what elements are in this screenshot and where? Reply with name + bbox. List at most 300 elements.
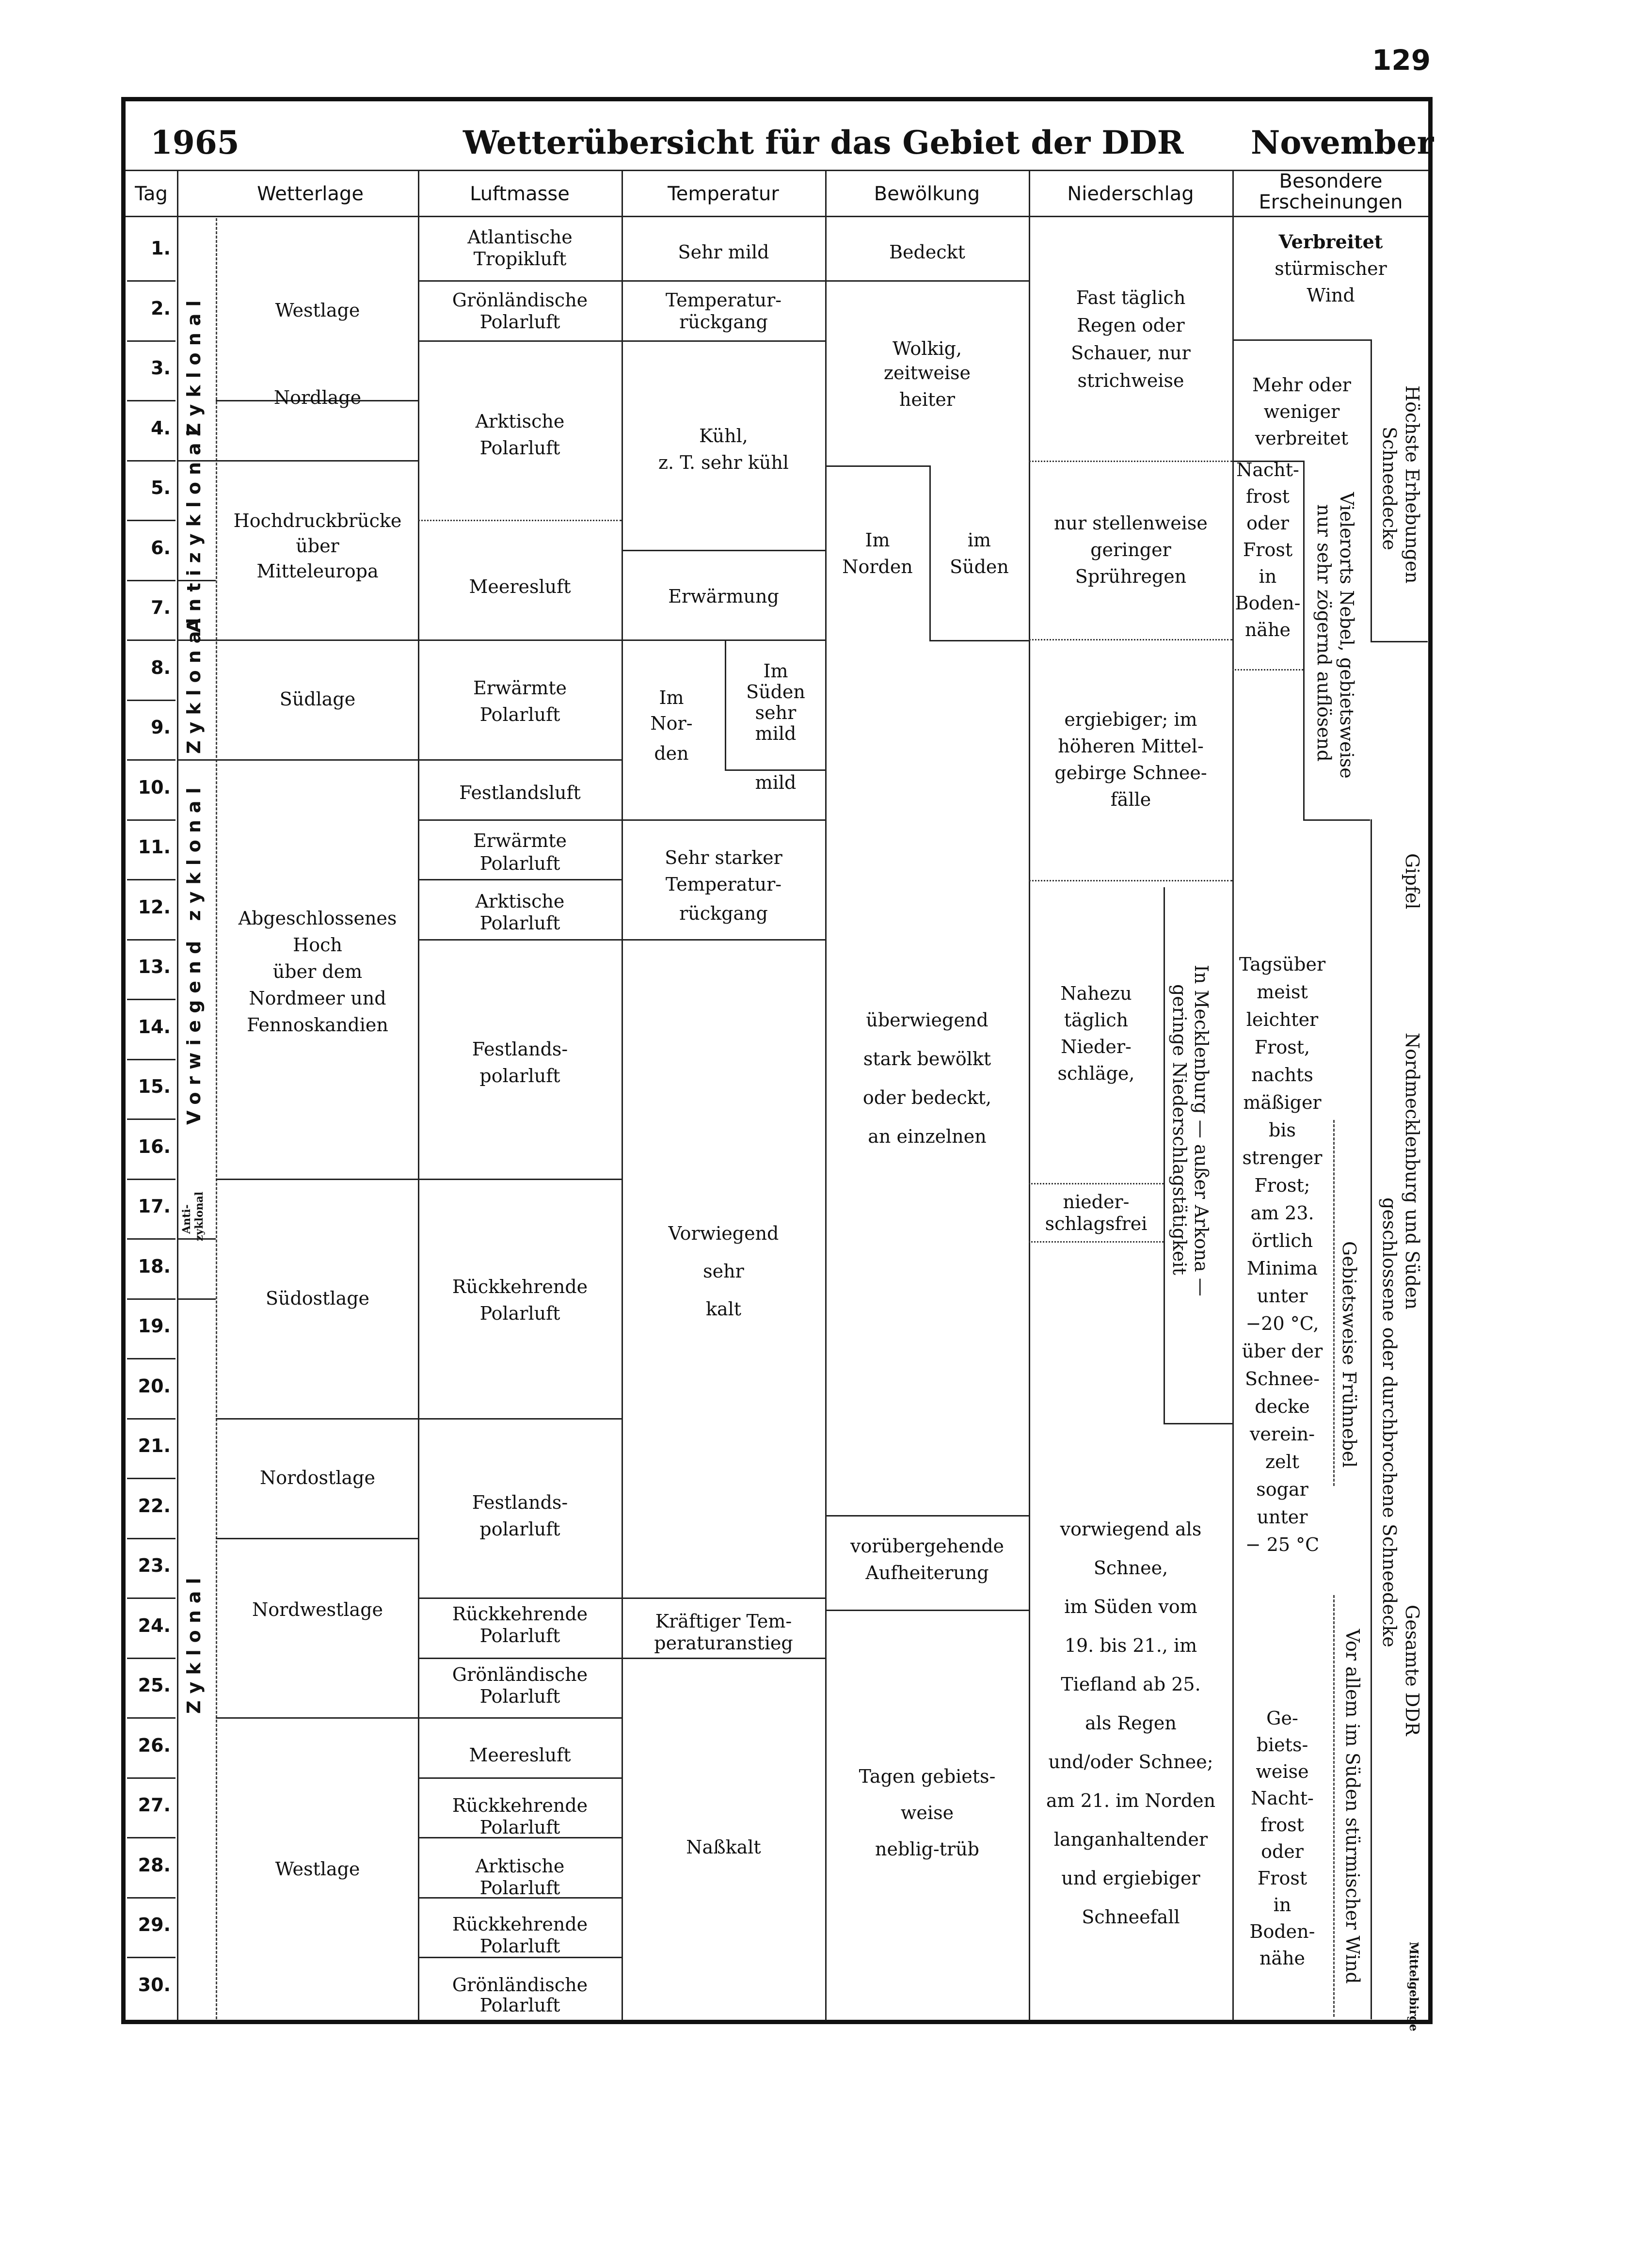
temp-line: Kräftiger Tem- xyxy=(655,1611,792,1632)
besondere-line: Ge- xyxy=(1266,1708,1298,1729)
besondere-line: stürmischer xyxy=(1275,258,1387,279)
besondere-line: − 25 °C xyxy=(1245,1534,1320,1555)
row-line xyxy=(1029,461,1232,462)
besondere-line xyxy=(1333,1595,1335,2017)
bewoelkung-split xyxy=(929,465,931,640)
niederschlag-split xyxy=(1164,887,1165,1423)
row-line xyxy=(1232,339,1371,341)
besondere-line: weniger xyxy=(1263,401,1340,422)
regime-zyklonal-1: Zyklonal xyxy=(183,293,205,436)
temp-line: rückgang xyxy=(679,903,768,924)
besondere-nebel-2: nur sehr zögernd auflösend xyxy=(1313,504,1335,762)
day-label: 3. xyxy=(151,357,171,379)
row-line xyxy=(825,465,929,467)
row-line xyxy=(825,280,1029,282)
day-label: 5. xyxy=(151,477,171,498)
wetterlage-line: über dem xyxy=(272,961,363,982)
luftmasse-line: polarluft xyxy=(479,1065,560,1086)
row-line xyxy=(1371,641,1428,642)
besondere-fruehnebel: Gebietsweise Frühnebel xyxy=(1339,1241,1360,1468)
wetterlage-line: Fennoskandien xyxy=(247,1014,388,1036)
bewoelkung-line: Norden xyxy=(842,556,913,577)
temp-line: sehr xyxy=(703,1261,744,1282)
wetterlage-suedostlage: Südostlage xyxy=(265,1288,370,1309)
besondere-line xyxy=(1371,339,1372,641)
temp-line: Temperatur- xyxy=(665,874,782,895)
luftmasse-line: Arktische xyxy=(475,1855,565,1877)
besondere-line: nähe xyxy=(1244,619,1291,640)
day-label: 13. xyxy=(138,956,171,977)
temp-line: Sehr starker xyxy=(665,847,782,868)
luftmasse-line: Grönländische xyxy=(452,1974,588,1996)
row-line xyxy=(622,639,825,641)
besondere-line: verein- xyxy=(1249,1423,1315,1445)
niederschlag-line: fälle xyxy=(1110,789,1151,810)
temp-line: rückgang xyxy=(679,311,768,333)
niederschlag-line: nur stellenweise xyxy=(1054,512,1208,534)
day-label: 15. xyxy=(138,1076,171,1097)
wetterlage-suedlage: Südlage xyxy=(279,688,356,710)
besondere-line: örtlich xyxy=(1251,1230,1313,1251)
row-line xyxy=(622,550,825,551)
regime-anti-2: zyklonal xyxy=(193,1191,206,1241)
row-line xyxy=(418,759,622,761)
page-number: 129 xyxy=(1372,44,1431,77)
row-line xyxy=(127,1238,175,1240)
day-label: 16. xyxy=(138,1136,171,1157)
besondere-line: oder xyxy=(1261,1841,1304,1862)
luftmasse-line: Tropikluft xyxy=(473,248,567,270)
luftmasse-line: Polarluft xyxy=(479,1625,560,1646)
luftmasse-line: Erwärmte xyxy=(473,830,567,851)
bewoelkung-line: stark bewölkt xyxy=(863,1048,991,1070)
besondere-line: Frost; xyxy=(1254,1175,1310,1196)
header-bewoelkung: Bewölkung xyxy=(874,183,980,205)
besondere-line: strenger xyxy=(1242,1147,1323,1168)
row-line xyxy=(622,819,825,821)
row-line xyxy=(127,879,175,880)
besondere-line: Nacht- xyxy=(1236,459,1299,480)
row-line xyxy=(418,819,622,821)
day-label: 10. xyxy=(138,777,171,798)
niederschlag-line: vorwiegend als xyxy=(1060,1518,1202,1540)
bewoelkung-line: an einzelnen xyxy=(868,1126,987,1147)
luftmasse-line: Polarluft xyxy=(479,1817,560,1838)
luftmasse-line: Polarluft xyxy=(479,1877,560,1899)
day-label: 7. xyxy=(151,597,171,618)
day-label: 21. xyxy=(138,1435,171,1456)
besondere-line: oder xyxy=(1246,512,1289,534)
row-line xyxy=(418,1658,622,1659)
regime-vorwiegend-zyklonal: Vorwiegend zyklonal xyxy=(183,781,205,1125)
besondere-line: Frost, xyxy=(1254,1037,1310,1058)
row-line xyxy=(127,1717,175,1719)
niederschlag-line: Nahezu xyxy=(1060,983,1132,1004)
niederschlag-line: Tiefland ab 25. xyxy=(1061,1674,1201,1695)
day-label: 20. xyxy=(138,1375,171,1397)
besondere-line: Wind xyxy=(1307,285,1355,306)
row-line xyxy=(418,1717,622,1719)
day-label: 6. xyxy=(151,537,171,559)
row-line xyxy=(127,639,175,641)
bewoelkung-line: oder bedeckt, xyxy=(862,1087,992,1108)
row-line xyxy=(127,340,175,342)
day-label: 1. xyxy=(151,238,171,259)
besondere-line: in xyxy=(1259,566,1277,587)
row-line xyxy=(622,340,825,342)
besondere-line: decke xyxy=(1255,1396,1310,1417)
besondere-line: zelt xyxy=(1265,1451,1299,1472)
wetterlage-nordwestlage: Nordwestlage xyxy=(252,1599,383,1620)
wetterlage-nordlage: Nordlage xyxy=(273,387,362,408)
row-line xyxy=(825,1610,1029,1611)
row-line xyxy=(127,939,175,941)
niederschlag-line: im Süden vom xyxy=(1064,1596,1197,1617)
row-line xyxy=(127,1418,175,1420)
besondere-nordmecklenburg-1: Nordmecklenburg und Süden xyxy=(1402,1033,1423,1310)
besondere-gipfel: Gipfel xyxy=(1402,853,1423,910)
row-line xyxy=(1029,880,1232,881)
day-label: 23. xyxy=(138,1555,171,1576)
header-temperatur: Temperatur xyxy=(668,183,779,205)
row-line xyxy=(418,879,622,880)
niederschlag-mecklenburg-2: geringe Niederschlagstätigkeit xyxy=(1169,984,1190,1275)
temp-line: mild xyxy=(755,723,797,744)
luftmasse-line: Arktische xyxy=(475,891,565,912)
niederschlag-line: Regen oder xyxy=(1077,315,1185,336)
temp-line: Temperatur- xyxy=(665,289,782,311)
month: November xyxy=(1251,124,1434,161)
besondere-line: sogar xyxy=(1256,1479,1308,1500)
luftmasse-line: Polarluft xyxy=(479,853,560,874)
day-label: 25. xyxy=(138,1675,171,1696)
luftmasse-line: Polarluft xyxy=(479,1303,560,1324)
temp-line: sehr xyxy=(755,702,797,723)
besondere-line: Tagsüber xyxy=(1239,954,1326,975)
day-label: 14. xyxy=(138,1016,171,1038)
row-line xyxy=(127,1298,175,1300)
niederschlag-line: als Regen xyxy=(1085,1712,1177,1734)
row-line xyxy=(418,639,622,641)
day-label: 27. xyxy=(138,1794,171,1816)
row-line xyxy=(127,1597,175,1599)
bewoelkung-line: vorübergehende xyxy=(850,1535,1004,1557)
luftmasse-meeresluft-2: Meeresluft xyxy=(469,1744,571,1766)
niederschlag-line: langanhaltender xyxy=(1053,1829,1208,1850)
temp-line: Im xyxy=(763,660,788,682)
luftmasse-line: Polarluft xyxy=(479,1995,560,2016)
row-line xyxy=(127,759,175,761)
temp-line: Vorwiegend xyxy=(668,1223,779,1244)
besondere-nordmecklenburg-2: geschlossene oder durchbrochene Schneedecke xyxy=(1379,1198,1400,1647)
header-niederschlag: Niederschlag xyxy=(1067,183,1194,205)
row-line xyxy=(127,1179,175,1180)
wetterlage-line: Hochdruckbrücke xyxy=(233,510,402,531)
year: 1965 xyxy=(150,124,239,161)
luftmasse-line: Festlands- xyxy=(472,1038,568,1060)
day-label: 2. xyxy=(151,298,171,319)
wetterlage-line: Nordmeer und xyxy=(249,988,386,1009)
col-line-bewoelkung xyxy=(1029,171,1030,2020)
luftmasse-line: Rückkehrende xyxy=(452,1795,588,1816)
niederschlag-line: strichweise xyxy=(1077,370,1184,391)
row-line xyxy=(825,1515,1029,1517)
niederschlag-line: Sprühregen xyxy=(1075,566,1187,587)
row-line xyxy=(127,1538,175,1539)
row-line xyxy=(127,1957,175,1958)
row-line xyxy=(127,1059,175,1060)
row-line xyxy=(127,999,175,1000)
day-label: 17. xyxy=(138,1196,171,1217)
besondere-line: über der xyxy=(1242,1341,1323,1362)
besondere-line: Frost xyxy=(1243,539,1293,560)
besondere-line: am 23. xyxy=(1250,1202,1314,1224)
besondere-line xyxy=(1333,1120,1335,1486)
row-line xyxy=(127,520,175,521)
row-line xyxy=(1029,1183,1164,1184)
temp-line: Nor- xyxy=(650,713,693,734)
header-besondere-2: Erscheinungen xyxy=(1259,191,1403,213)
besondere-line: frost xyxy=(1246,486,1290,507)
group-line xyxy=(177,1298,216,1300)
temp-erwaermung: Erwärmung xyxy=(668,586,779,607)
besondere-stuermischer-wind: Vor allem im Süden stürmischer Wind xyxy=(1342,1629,1363,1984)
wetterlage-westlage: Westlage xyxy=(275,299,360,321)
luftmasse-line: Polarluft xyxy=(479,1935,560,1957)
row-line xyxy=(418,340,622,342)
col-line-regime xyxy=(216,218,217,2019)
luftmasse-line: Grönländische xyxy=(452,1664,588,1685)
temp-line: peraturanstieg xyxy=(654,1632,793,1654)
table-title: Wetterübersicht für das Gebiet der DDR xyxy=(463,124,1184,161)
temp-mild: mild xyxy=(755,772,797,793)
luftmasse-line: Rückkehrende xyxy=(452,1276,588,1297)
besondere-line: frost xyxy=(1260,1814,1304,1836)
besondere-line xyxy=(1303,461,1305,819)
row-line xyxy=(418,280,622,282)
niederschlag-line: Schauer, nur xyxy=(1071,342,1191,364)
header-besondere-1: Besondere xyxy=(1279,170,1383,192)
niederschlag-line: höheren Mittel- xyxy=(1058,735,1204,757)
day-label: 26. xyxy=(138,1735,171,1756)
luftmasse-line: Rückkehrende xyxy=(452,1914,588,1935)
besondere-line: leichter xyxy=(1246,1009,1319,1030)
wetterlage-westlage-2: Westlage xyxy=(275,1858,360,1880)
besondere-line: Schnee- xyxy=(1244,1368,1320,1390)
besondere-line: meist xyxy=(1257,981,1308,1003)
row-line xyxy=(418,1179,622,1180)
luftmasse-line: Rückkehrende xyxy=(452,1603,588,1625)
niederschlag-line: und ergiebiger xyxy=(1061,1868,1200,1889)
besondere-line: nähe xyxy=(1259,1948,1306,1969)
row-line xyxy=(1164,1423,1232,1424)
regime-zyklonal-2: Zyklonal xyxy=(183,611,205,754)
temp-nasskalt: Naßkalt xyxy=(686,1837,761,1858)
niederschlag-line: Fast täglich xyxy=(1076,287,1186,308)
group-line xyxy=(177,460,418,462)
niederschlag-line: schlagsfrei xyxy=(1045,1213,1148,1234)
row-line xyxy=(127,460,175,462)
regime-zyklonal-3: Zyklonal xyxy=(183,1571,205,1714)
bewoelkung-line: zeitweise xyxy=(883,362,971,383)
row-line xyxy=(1029,1241,1164,1243)
day-label: 22. xyxy=(138,1495,171,1517)
luftmasse-line: Polarluft xyxy=(479,311,560,333)
luftmasse-line: Grönländische xyxy=(452,289,588,311)
niederschlag-mecklenburg-1: In Mecklenburg — außer Arkona — xyxy=(1191,965,1212,1296)
besondere-line: nachts xyxy=(1251,1064,1313,1086)
luftmasse-line: Polarluft xyxy=(479,437,560,459)
wetterlage-nordostlage: Nordostlage xyxy=(260,1467,375,1488)
row-line xyxy=(127,700,175,701)
row-line xyxy=(127,1658,175,1659)
day-label: 9. xyxy=(151,717,171,738)
col-line-tag xyxy=(177,171,178,2020)
temp-line: Im xyxy=(659,687,684,708)
besondere-line: Frost xyxy=(1257,1868,1307,1889)
day-label: 4. xyxy=(151,417,171,439)
besondere-line: −20 °C, xyxy=(1245,1313,1319,1334)
niederschlag-line: Schneefall xyxy=(1082,1906,1180,1928)
besondere-line: Mehr oder xyxy=(1252,374,1351,396)
row-line xyxy=(127,819,175,821)
row-line xyxy=(127,400,175,401)
day-label: 18. xyxy=(138,1256,171,1277)
day-label: 8. xyxy=(151,657,171,678)
bewoelkung-line: weise xyxy=(900,1802,954,1823)
besondere-line: in xyxy=(1273,1894,1291,1916)
row-line xyxy=(127,1777,175,1779)
temp-line: z. T. sehr kühl xyxy=(658,452,789,473)
wetterlage-line: Abgeschlossenes xyxy=(238,908,397,929)
wetterlage-line: Mitteleuropa xyxy=(256,560,379,582)
besondere-line: mäßiger xyxy=(1243,1092,1322,1113)
luftmasse-line: Polarluft xyxy=(479,912,560,934)
besondere-line: unter xyxy=(1257,1285,1308,1307)
besondere-nebel-1: Vielerorts Nebel, gebietsweise xyxy=(1336,492,1357,779)
luftmasse-line: Festlands- xyxy=(472,1492,568,1513)
besondere-line: unter xyxy=(1257,1506,1308,1528)
regime-anti-1: Anti- xyxy=(180,1204,193,1234)
row-line xyxy=(622,280,825,282)
niederschlag-line: 19. bis 21., im xyxy=(1064,1635,1197,1656)
besondere-hoechste-2: Schneedecke xyxy=(1379,427,1400,550)
niederschlag-line: am 21. im Norden xyxy=(1046,1790,1216,1811)
bewoelkung-line: Tagen gebiets- xyxy=(859,1766,996,1787)
bewoelkung-line: Süden xyxy=(950,556,1009,577)
day-label: 12. xyxy=(138,896,171,918)
group-line xyxy=(177,759,418,761)
luftmasse-line: Arktische xyxy=(475,411,565,432)
besondere-hoechste-1: Höchste Erhebungen xyxy=(1402,385,1423,584)
header-wetterlage: Wetterlage xyxy=(257,183,364,205)
day-label: 24. xyxy=(138,1615,171,1636)
row-line xyxy=(418,1597,622,1599)
luftmasse-line: Polarluft xyxy=(479,1686,560,1707)
day-label: 30. xyxy=(138,1974,171,1996)
niederschlag-line: ergiebiger; im xyxy=(1064,709,1197,730)
niederschlag-line: Nieder- xyxy=(1061,1036,1132,1057)
luftmasse-festlandsluft: Festlandsluft xyxy=(459,782,581,803)
niederschlag-line: Schnee, xyxy=(1093,1557,1168,1579)
niederschlag-line: geringer xyxy=(1090,539,1171,560)
row-line xyxy=(418,939,622,941)
col-line-luftmasse xyxy=(622,171,623,2020)
day-label: 19. xyxy=(138,1315,171,1337)
row-line xyxy=(622,1597,825,1599)
besondere-line: verbreitet xyxy=(1255,428,1349,449)
niederschlag-line: täglich xyxy=(1064,1009,1129,1031)
bewoelkung-line: Wolkig, xyxy=(892,338,962,359)
bewoelkung-line: Aufheiterung xyxy=(865,1562,989,1583)
besondere-line: Nacht- xyxy=(1251,1788,1314,1809)
bewoelkung-line: überwiegend xyxy=(866,1009,988,1031)
bewoelkung-line: heiter xyxy=(899,389,956,410)
header-luftmasse: Luftmasse xyxy=(470,183,570,205)
row-line xyxy=(1303,819,1370,821)
row-line xyxy=(127,1358,175,1359)
temp-split-line xyxy=(725,641,726,769)
besondere-line: biets- xyxy=(1256,1734,1308,1756)
bewoelkung-line: neblig-trüb xyxy=(875,1838,979,1860)
bewoelkung-line: im xyxy=(967,529,991,551)
niederschlag-line: schläge, xyxy=(1057,1063,1135,1084)
day-label: 11. xyxy=(138,836,171,858)
besondere-line: bis xyxy=(1269,1119,1296,1141)
niederschlag-line: gebirge Schnee- xyxy=(1054,762,1207,783)
row-line xyxy=(929,640,1029,641)
day-label: 28. xyxy=(138,1854,171,1876)
luftmasse-line: Erwärmte xyxy=(473,677,567,699)
besondere-line: Verbreitet xyxy=(1278,231,1383,253)
row-line xyxy=(127,1837,175,1838)
row-line xyxy=(127,580,175,581)
wetterlage-line: über xyxy=(296,535,339,557)
temp-sehr-mild: Sehr mild xyxy=(678,241,769,263)
row-line xyxy=(418,1777,622,1779)
temp-line: den xyxy=(654,743,689,764)
bewoelkung-bedeckt: Bedeckt xyxy=(889,241,965,263)
temp-line: kalt xyxy=(705,1298,742,1320)
besondere-mittelgebirge: Mittelgebirge xyxy=(1407,1942,1421,2031)
niederschlag-line: nieder- xyxy=(1063,1191,1130,1213)
wetterlage-line: Hoch xyxy=(293,934,342,956)
besondere-line xyxy=(1371,819,1372,2019)
besondere-gesamte-ddr: Gesamte DDR xyxy=(1402,1605,1423,1736)
temp-line: Süden xyxy=(746,681,805,703)
bewoelkung-line: Im xyxy=(865,529,890,551)
besondere-line: weise xyxy=(1256,1761,1309,1782)
row-line xyxy=(418,520,622,521)
regime-antizyklonal: Antizyklonal xyxy=(183,423,205,633)
besondere-line: Boden- xyxy=(1235,592,1301,614)
row-line xyxy=(1029,639,1232,640)
row-line xyxy=(127,1478,175,1479)
row-line xyxy=(622,939,825,941)
besondere-line: Minima xyxy=(1246,1258,1318,1279)
temp-line: Kühl, xyxy=(699,425,748,447)
row-line xyxy=(127,1118,175,1120)
row-line xyxy=(127,280,175,282)
niederschlag-line: und/oder Schnee; xyxy=(1048,1751,1213,1773)
row-line xyxy=(127,1897,175,1899)
luftmasse-meeresluft: Meeresluft xyxy=(469,576,571,597)
luftmasse-line: Polarluft xyxy=(479,704,560,725)
row-line xyxy=(1232,669,1303,671)
luftmasse-line: Atlantische xyxy=(467,226,573,248)
besondere-line: Boden- xyxy=(1249,1921,1315,1942)
header-tag: Tag xyxy=(135,183,168,205)
